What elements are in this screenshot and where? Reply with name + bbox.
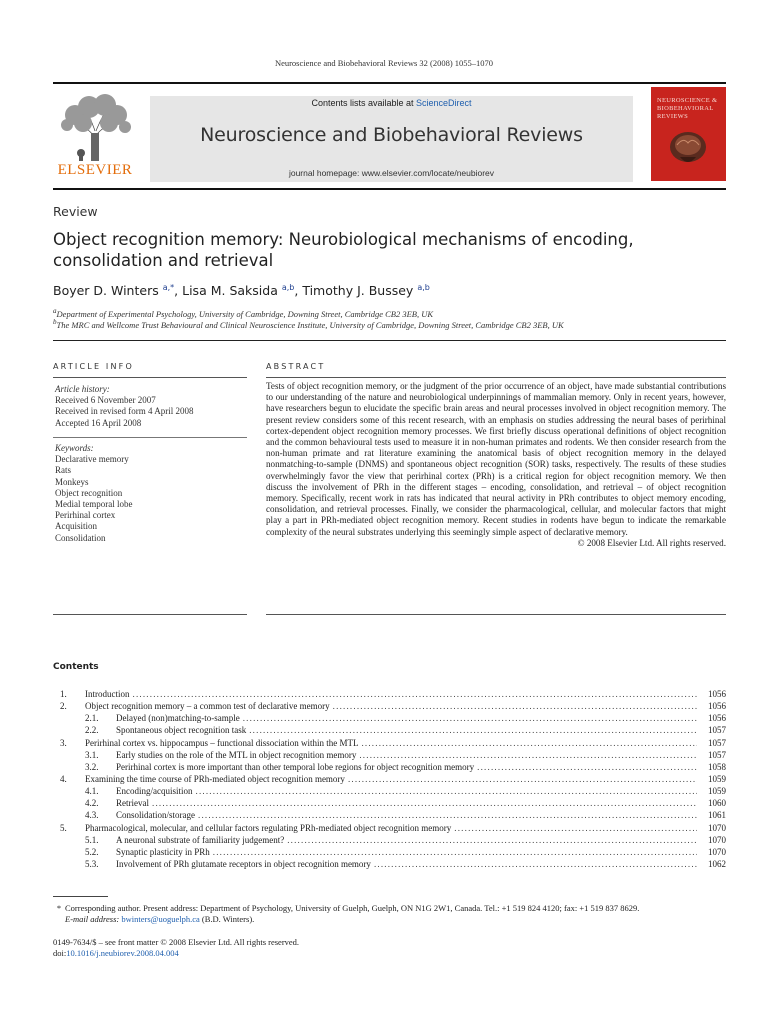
toc-title: Perirhinal cortex vs. hippocampus – functional dissociation within the MTL [85,737,359,748]
abstract-body [266,381,726,549]
toc-entry[interactable] [60,750,726,762]
toc-title: Consolidation/storage [116,810,195,821]
abstract-heading: ABSTRACT [266,362,326,371]
toc-page: 1056 [708,689,726,699]
toc-entry[interactable] [60,810,726,822]
keyword: Declarative memory [55,454,129,465]
divider [53,437,247,438]
history-item: Accepted 16 April 2008 [55,417,142,428]
toc-entry[interactable] [60,847,726,859]
toc-leader [477,762,697,772]
toc-page: 1060 [708,798,726,809]
author-name: Lisa M. Saksida [182,283,278,299]
publisher-logo [53,93,137,181]
email-label: E-mail address: [65,914,120,924]
doi-link[interactable]: 10.1016/j.neubiorev.2008.04.004 [66,948,179,958]
author-affiliation-mark[interactable]: a,* [162,283,175,292]
contents-availability [150,98,633,108]
affiliation-text: The MRC and Wellcome Trust Behavioural and Clinical Neuroscience Institute, University of Cambridge, Downing Street, Cambridge CB2 3EB, UK [56,319,564,330]
toc-entry[interactable] [60,786,726,798]
toc-page: 1070 [708,822,726,833]
keyword: Monkeys [55,476,89,487]
toc-leader [374,859,697,869]
toc-leader [133,689,698,699]
keyword: Object recognition [55,487,123,498]
article-info-heading: ARTICLE INFO [53,362,134,371]
divider [53,614,247,615]
keyword: Rats [55,465,72,476]
toc-leader [454,823,697,833]
toc-leader [359,750,697,760]
toc-entry[interactable] [60,823,726,835]
toc-number: 2.2. [85,725,99,736]
toc-page: 1058 [708,761,726,772]
issn-line: 0149-7634/$ – see front matter © 2008 Elsevier Ltd. All rights reserved. [53,937,300,947]
sciencedirect-link[interactable]: ScienceDirect [416,98,472,108]
toc-entry[interactable] [60,689,726,701]
footnote [53,903,733,925]
author-list: Boyer D. Winters $^{a,*}$, Lisa M. Saksida $^{a,b}$, Timothy J. Bussey $^{a,b}$ [53,283,430,299]
toc-entry[interactable] [60,701,726,713]
cover-title: NEUROSCIENCE & BIOBEHAVIORAL REVIEWS [657,97,718,120]
author-affiliation-mark[interactable]: a,b [281,283,295,292]
toc-page: 1059 [708,786,726,797]
abstract-text: Tests of object recognition memory, or the judgment of the prior occurrence of an object, have made substantial contributions to our understanding of the nature and neurobiological underpinnings of mammalian memory. Only in recent years, however, have researchers begun to elucidate the specific brain areas and neural processes involved in object recognition memory. The present review considers some of this recent research, with an emphasis on studies addressing the neural bases of perirhinal cortex-dependent object recognition memory processes. We first briefly discuss operational definitions of object recognition and the common behavioural tests used to measure it in non-human primates and rodents. We then consider research from the non-human primate and rat literature examining the anatomical basis of object recognition memory in the delayed nonmatching-to-sample (DNMS) and spontaneous object recognition (SOR) tasks, respectively. The results of these studies overwhelmingly favor the view that perirhinal cortex (PRh) is a critical region for object recognition memory. We then discuss the involvement of PRh in the different stages – encoding, consolidation, and retrieval – of object recognition memory. Specifically, recent work in rats has indicated that neural activity in PRh contributes to object memory encoding, consolidation, and retrieval processes. Finally, we consider the pharmacological, cellular, and molecular factors that might play a part in PRh-mediated object recognition memory. Recent studies in rodents have begun to indicate the remarkable complexity of the neural substrates underlying this seemingly simple aspect of declarative memory. [266,381,726,537]
toc-number: 3.2. [85,761,99,772]
divider [53,340,726,341]
divider [53,377,247,378]
toc-leader [287,835,697,845]
toc-page: 1057 [708,725,726,736]
affiliation-mark: b [53,318,57,326]
toc-number: 4.2. [85,798,99,809]
publisher-wordmark: ELSEVIER [57,162,133,178]
toc-title: Encoding/acquisition [116,786,193,797]
toc-page: 1062 [708,858,726,869]
toc-entry[interactable] [60,713,726,725]
toc-number: 4. [60,773,67,784]
history-item: Received 6 November 2007 [55,395,156,406]
toc-number: 5.3. [85,858,99,869]
running-header: Neuroscience and Biobehavioral Reviews 32 (2008) 1055–1070 [274,58,494,68]
journal-masthead [53,82,726,190]
toc-title: Object recognition memory – a common test of declarative memory [85,701,330,712]
toc-leader [196,786,698,796]
affiliation-text: Department of Experimental Psychology, University of Cambridge, Downing Street, Cambridge CB2 3EB, UK [56,308,434,319]
toc-leader [361,738,697,748]
toc-title: Pharmacological, molecular, and cellular factors regulating PRh-mediated object recognition memory [85,822,452,833]
toc-number: 2. [60,701,67,712]
keyword: Perirhinal cortex [55,510,116,521]
toc-title: Spontaneous object recognition task [116,725,247,736]
contents-heading: Contents [53,662,99,672]
keyword: Consolidation [55,532,106,543]
toc-number: 3.1. [85,749,99,760]
affiliation [53,318,564,330]
article-title: Object recognition memory: Neurobiological mechanisms of encoding, consolidation and retrieval [53,230,634,270]
divider [266,614,726,615]
toc-page: 1070 [708,846,726,857]
toc-page: 1059 [708,773,726,784]
front-matter [53,937,299,959]
toc-title: Examining the time course of PRh-mediated object recognition memory [85,773,345,784]
toc-title: Introduction [85,689,130,699]
toc-title: Delayed (non)matching-to-sample [116,713,240,724]
article-history [55,384,193,429]
journal-cover [651,87,726,181]
email-link[interactable]: bwinters@uoguelph.ca [121,914,200,924]
toc-leader [198,810,697,820]
toc-entry[interactable] [60,859,726,871]
toc-page: 1061 [708,810,726,821]
history-item: Received in revised form 4 April 2008 [55,406,194,417]
toc-leader [243,713,697,723]
toc-number: 3. [60,737,67,748]
keyword: Acquisition [55,521,97,532]
toc-title: Retrieval [116,798,149,809]
divider [266,377,726,378]
toc-leader [213,847,697,857]
toc-title: Perirhinal cortex is more important than other temporal lobe regions for object recognition memory [116,761,475,772]
keyword: Medial temporal lobe [55,499,133,510]
toc-page: 1057 [708,737,726,748]
toc-leader [333,701,697,711]
toc-page: 1056 [708,701,726,712]
toc-leader [348,774,697,784]
affiliation-mark: a [53,307,57,315]
toc-leader [152,798,697,808]
keywords-label: Keywords: [55,443,94,453]
toc-title: A neuronal substrate of familiarity judgement? [116,834,285,845]
doi-prefix: doi: [53,948,67,958]
contents-prefix: Contents lists available at [311,98,417,108]
toc-page: 1056 [708,713,726,724]
article-history-label: Article history: [55,384,110,394]
journal-name: Neuroscience and Biobehavioral Reviews [200,124,583,146]
toc-number: 4.3. [85,810,99,821]
journal-homepage[interactable]: journal homepage: www.elsevier.com/locate/neubiorev [288,168,495,178]
toc-page: 1057 [708,749,726,760]
toc-entry[interactable] [60,835,726,847]
toc-entry[interactable] [60,798,726,810]
author-affiliation-mark[interactable]: a,b [417,283,430,292]
toc-entry[interactable] [60,774,726,786]
toc-entry[interactable] [60,738,726,750]
tree-logo-icon [53,93,137,163]
article-type: Review [53,204,98,219]
toc-leader [249,725,697,735]
toc-number: 5. [60,822,67,833]
author-name: Timothy J. Bussey [302,283,414,299]
email-suffix: (B.D. Winters). [199,914,255,924]
journal-title-box [150,96,633,182]
toc-title: Early studies on the role of the MTL in object recognition memory [116,749,357,760]
toc-number: 5.1. [85,834,99,845]
brain-image-icon [665,127,711,169]
toc-title: Synaptic plasticity in PRh [116,846,210,857]
footnote-divider [53,896,108,897]
toc-number: 4.1. [85,786,99,797]
author-name: Boyer D. Winters [53,283,159,299]
table-of-contents [60,689,726,871]
toc-number: 2.1. [85,713,99,724]
toc-entry[interactable] [60,725,726,737]
toc-entry[interactable] [60,762,726,774]
keywords [55,443,132,544]
toc-number: 5.2. [85,846,99,857]
toc-page: 1070 [708,834,726,845]
footnote-mark: * [56,903,62,913]
copyright-notice: © 2008 Elsevier Ltd. All rights reserved. [577,537,726,548]
footnote-text: Corresponding author. Present address: Department of Psychology, University of Guelph, Guelph, ON N1G 2W1, Canada. Tel.: +1 519 824 4120; fax: +1 519 837 8629. [65,903,640,913]
toc-title: Involvement of PRh glutamate receptors in object recognition memory [116,858,371,869]
toc-number: 1. [60,689,67,699]
